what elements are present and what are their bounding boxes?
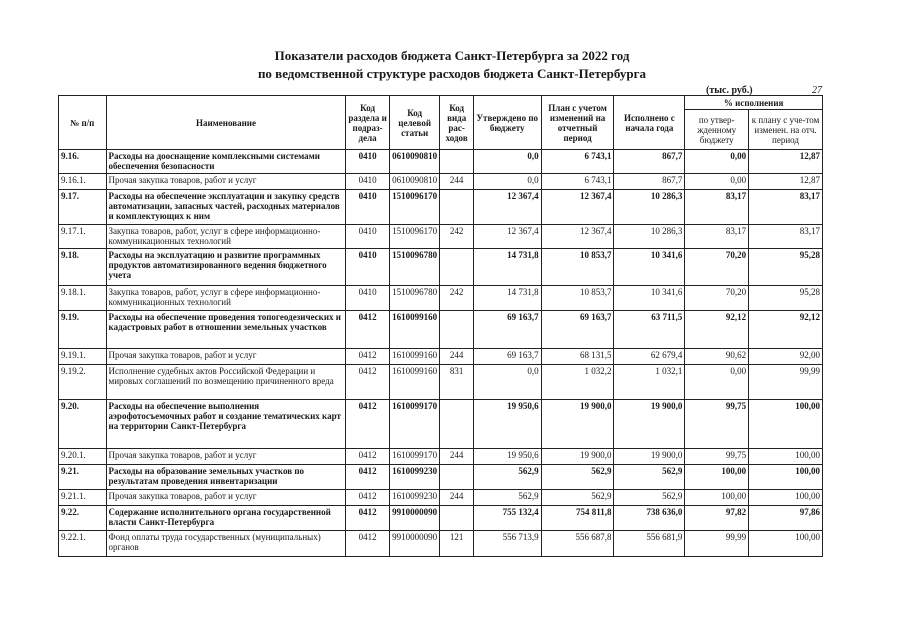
- row-executed: 562,9: [614, 465, 685, 490]
- row-pct-budget: 83,17: [685, 225, 749, 249]
- table-row: [59, 449, 823, 465]
- row-approved: 0,0: [473, 174, 541, 190]
- row-target-code: 1610099170: [389, 449, 440, 465]
- row-target-code: 1610099160: [389, 311, 440, 349]
- row-approved: 69 163,7: [473, 311, 541, 349]
- row-approved: 562,9: [473, 490, 541, 506]
- row-expense-type: [440, 465, 473, 490]
- row-name: Исполнение судебных актов Российской Федерации и мировых соглашений по возмещению причиненного вреда: [106, 365, 346, 400]
- row-section-code: 0412: [346, 365, 390, 400]
- row-name: Закупка товаров, работ, услуг в сфере информационно-коммуникационных технологий: [106, 286, 346, 311]
- row-target-code: 1510096170: [389, 225, 440, 249]
- table-row: [59, 286, 823, 311]
- row-pct-plan: 100,00: [749, 400, 823, 449]
- row-target-code: 0610090810: [389, 174, 440, 190]
- row-number: 9.22.: [59, 506, 107, 531]
- row-section-code: 0410: [346, 225, 390, 249]
- row-name: Расходы на дооснащение комплексными системами обеспечения безопасности: [106, 150, 346, 174]
- row-expense-type: 244: [440, 490, 473, 506]
- row-approved: 556 713,9: [473, 531, 541, 557]
- row-name: Расходы на эксплуатацию и развитие программных продуктов автоматизированного ведения бюджетного учета: [106, 249, 346, 286]
- row-number: 9.17.1.: [59, 225, 107, 249]
- row-target-code: 1610099230: [389, 465, 440, 490]
- row-approved: 0,0: [473, 365, 541, 400]
- row-name: Содержание исполнительного органа государственной власти Санкт-Петербурга: [106, 506, 346, 531]
- row-number: 9.19.2.: [59, 365, 107, 400]
- row-executed: 10 286,3: [614, 225, 685, 249]
- row-name: Фонд оплаты труда государственных (муниципальных) органов: [106, 531, 346, 557]
- row-approved: 755 132,4: [473, 506, 541, 531]
- row-pct-budget: 70,20: [685, 249, 749, 286]
- row-name: Прочая закупка товаров, работ и услуг: [106, 349, 346, 365]
- row-pct-plan: 100,00: [749, 449, 823, 465]
- row-pct-budget: 99,75: [685, 449, 749, 465]
- page-title: [0, 47, 904, 83]
- table-row: [59, 249, 823, 286]
- table-row: [59, 365, 823, 400]
- row-pct-budget: 97,82: [685, 506, 749, 531]
- row-plan: 754 811,8: [541, 506, 614, 531]
- col-header-plan: План с учетом изменений на отчетный период: [541, 96, 614, 150]
- row-target-code: 9910000090: [389, 531, 440, 557]
- col-header-pct-budget: по утвер-жденному бюджету: [685, 110, 749, 150]
- page-number: 27: [812, 85, 822, 96]
- row-number: 9.18.: [59, 249, 107, 286]
- row-pct-budget: 0,00: [685, 150, 749, 174]
- row-section-code: 0412: [346, 449, 390, 465]
- row-pct-budget: 83,17: [685, 190, 749, 225]
- row-name: Расходы на обеспечение эксплуатации и закупку средств автоматизации, запасных частей, расходных материалов и комплектующих к ним: [106, 190, 346, 225]
- row-expense-type: [440, 150, 473, 174]
- row-executed: 19 900,0: [614, 400, 685, 449]
- row-pct-plan: 100,00: [749, 465, 823, 490]
- row-executed: 867,7: [614, 150, 685, 174]
- row-executed: 10 341,6: [614, 249, 685, 286]
- row-expense-type: 242: [440, 225, 473, 249]
- row-expense-type: 244: [440, 349, 473, 365]
- row-section-code: 0410: [346, 174, 390, 190]
- row-number: 9.21.: [59, 465, 107, 490]
- row-number: 9.20.: [59, 400, 107, 449]
- row-pct-budget: 99,75: [685, 400, 749, 449]
- row-executed: 867,7: [614, 174, 685, 190]
- row-section-code: 0412: [346, 490, 390, 506]
- row-executed: 10 341,6: [614, 286, 685, 311]
- table-row: [59, 150, 823, 174]
- row-executed: 62 679,4: [614, 349, 685, 365]
- col-header-name: Наименование: [106, 96, 346, 150]
- row-section-code: 0412: [346, 465, 390, 490]
- row-executed: 1 032,1: [614, 365, 685, 400]
- row-pct-plan: 92,12: [749, 311, 823, 349]
- row-target-code: 1510096170: [389, 190, 440, 225]
- row-pct-plan: 100,00: [749, 531, 823, 557]
- row-name: Расходы на обеспечение выполнения аэрофотосъемочных работ и создание тематических карт на территории Санкт-Петербурга: [106, 400, 346, 449]
- units-label: (тыс. руб.): [706, 85, 753, 96]
- col-header-expense-type: Код вида рас-ходов: [440, 96, 473, 150]
- row-expense-type: 242: [440, 286, 473, 311]
- col-header-pct-plan: к плану с уче-том изменен. на отч. период: [749, 110, 823, 150]
- row-expense-type: 121: [440, 531, 473, 557]
- row-section-code: 0412: [346, 349, 390, 365]
- row-number: 9.21.1.: [59, 490, 107, 506]
- row-target-code: 9910000090: [389, 506, 440, 531]
- row-pct-plan: 12,87: [749, 150, 823, 174]
- row-plan: 562,9: [541, 490, 614, 506]
- row-plan: 19 900,0: [541, 449, 614, 465]
- table-row: [59, 190, 823, 225]
- table-row: [59, 225, 823, 249]
- row-approved: 14 731,8: [473, 249, 541, 286]
- col-header-section-code: Код раздела и подраз-дела: [346, 96, 390, 150]
- table-row: [59, 531, 823, 557]
- row-section-code: 0412: [346, 311, 390, 349]
- row-plan: 556 687,8: [541, 531, 614, 557]
- row-plan: 19 900,0: [541, 400, 614, 449]
- col-header-num: № п/п: [59, 96, 107, 150]
- row-pct-budget: 90,62: [685, 349, 749, 365]
- table-body: [59, 150, 823, 557]
- row-pct-plan: 95,28: [749, 249, 823, 286]
- row-name: Закупка товаров, работ, услуг в сфере информационно-коммуникационных технологий: [106, 225, 346, 249]
- row-expense-type: [440, 506, 473, 531]
- row-pct-budget: 100,00: [685, 465, 749, 490]
- row-section-code: 0412: [346, 506, 390, 531]
- row-expense-type: 244: [440, 449, 473, 465]
- row-plan: 10 853,7: [541, 249, 614, 286]
- row-number: 9.19.: [59, 311, 107, 349]
- col-header-pct-group: % исполнения: [685, 96, 823, 110]
- row-expense-type: [440, 249, 473, 286]
- row-section-code: 0412: [346, 400, 390, 449]
- row-pct-plan: 12,87: [749, 174, 823, 190]
- row-expense-type: [440, 400, 473, 449]
- row-plan: 12 367,4: [541, 225, 614, 249]
- row-number: 9.17.: [59, 190, 107, 225]
- row-pct-budget: 0,00: [685, 174, 749, 190]
- row-name: Прочая закупка товаров, работ и услуг: [106, 174, 346, 190]
- row-target-code: 1610099160: [389, 365, 440, 400]
- table-row: [59, 349, 823, 365]
- row-plan: 69 163,7: [541, 311, 614, 349]
- row-target-code: 0610090810: [389, 150, 440, 174]
- row-executed: 63 711,5: [614, 311, 685, 349]
- row-pct-plan: 99,99: [749, 365, 823, 400]
- row-section-code: 0410: [346, 249, 390, 286]
- row-approved: 12 367,4: [473, 190, 541, 225]
- table-row: [59, 174, 823, 190]
- table-row: [59, 506, 823, 531]
- row-pct-budget: 100,00: [685, 490, 749, 506]
- row-approved: 19 950,6: [473, 449, 541, 465]
- row-pct-plan: 95,28: [749, 286, 823, 311]
- row-approved: 12 367,4: [473, 225, 541, 249]
- row-plan: 6 743,1: [541, 150, 614, 174]
- row-section-code: 0410: [346, 150, 390, 174]
- row-executed: 19 900,0: [614, 449, 685, 465]
- row-plan: 68 131,5: [541, 349, 614, 365]
- row-expense-type: [440, 311, 473, 349]
- title-line-2: по ведомственной структуре расходов бюджета Санкт-Петербурга: [257, 66, 647, 81]
- row-pct-budget: 92,12: [685, 311, 749, 349]
- row-pct-plan: 97,86: [749, 506, 823, 531]
- row-name: Расходы на образование земельных участков по результатам проведения инвентаризации: [106, 465, 346, 490]
- row-number: 9.16.1.: [59, 174, 107, 190]
- row-section-code: 0410: [346, 190, 390, 225]
- row-pct-plan: 100,00: [749, 490, 823, 506]
- row-expense-type: 831: [440, 365, 473, 400]
- row-section-code: 0412: [346, 531, 390, 557]
- row-executed: 556 681,9: [614, 531, 685, 557]
- row-pct-plan: 92,00: [749, 349, 823, 365]
- row-name: Прочая закупка товаров, работ и услуг: [106, 490, 346, 506]
- row-target-code: 1610099230: [389, 490, 440, 506]
- row-number: 9.19.1.: [59, 349, 107, 365]
- col-header-target-code: Код целевой статьи: [389, 96, 440, 150]
- row-target-code: 1510096780: [389, 249, 440, 286]
- row-name: Прочая закупка товаров, работ и услуг: [106, 449, 346, 465]
- table-row: [59, 311, 823, 349]
- row-target-code: 1610099170: [389, 400, 440, 449]
- row-number: 9.22.1.: [59, 531, 107, 557]
- col-header-approved: Утверждено по бюджету: [473, 96, 541, 150]
- row-number: 9.16.: [59, 150, 107, 174]
- row-approved: 69 163,7: [473, 349, 541, 365]
- row-plan: 12 367,4: [541, 190, 614, 225]
- row-number: 9.18.1.: [59, 286, 107, 311]
- row-target-code: 1610099160: [389, 349, 440, 365]
- row-approved: 19 950,6: [473, 400, 541, 449]
- row-executed: 10 286,3: [614, 190, 685, 225]
- row-name: Расходы на обеспечение проведения топогеодезических и кадастровых работ в отношении земельных участков: [106, 311, 346, 349]
- row-pct-budget: 0,00: [685, 365, 749, 400]
- row-approved: 14 731,8: [473, 286, 541, 311]
- table-row: [59, 490, 823, 506]
- row-number: 9.20.1.: [59, 449, 107, 465]
- col-header-executed: Исполнено с начала года: [614, 96, 685, 150]
- row-pct-budget: 70,20: [685, 286, 749, 311]
- row-approved: 0,0: [473, 150, 541, 174]
- row-pct-plan: 83,17: [749, 225, 823, 249]
- row-executed: 738 636,0: [614, 506, 685, 531]
- table-row: [59, 465, 823, 490]
- row-plan: 1 032,2: [541, 365, 614, 400]
- row-target-code: 1510096780: [389, 286, 440, 311]
- row-plan: 6 743,1: [541, 174, 614, 190]
- row-plan: 562,9: [541, 465, 614, 490]
- row-pct-plan: 83,17: [749, 190, 823, 225]
- row-executed: 562,9: [614, 490, 685, 506]
- row-approved: 562,9: [473, 465, 541, 490]
- row-expense-type: 244: [440, 174, 473, 190]
- row-plan: 10 853,7: [541, 286, 614, 311]
- row-expense-type: [440, 190, 473, 225]
- budget-table: [58, 95, 823, 557]
- row-section-code: 0410: [346, 286, 390, 311]
- title-line-1: Показатели расходов бюджета Санкт-Петербурга за 2022 год: [274, 48, 630, 63]
- table-row: [59, 400, 823, 449]
- row-pct-budget: 99,99: [685, 531, 749, 557]
